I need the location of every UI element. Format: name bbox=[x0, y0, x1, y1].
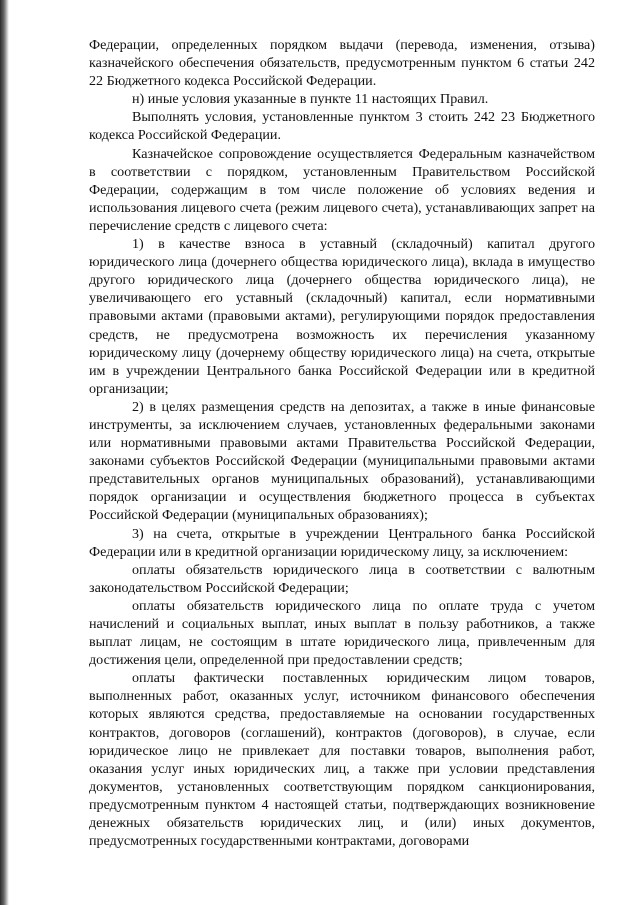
paragraph-treasury-support: Казначейское сопровождение осуществляется Федеральным казначейством в соответствии с порядком, установленным Правительством Российской Федерации, содержащим в том числе положение об условиях ведения и использования лицевого счета (режим лицевого счета), устанавливающих запрет на перечисление средств с лицевого счета: bbox=[89, 145, 595, 234]
paragraph-item-3: 3) на счета, открытые в учреждении Центрального банка Российской Федерации или в кредитной организации юридическому лицу, за исключением: bbox=[89, 525, 595, 560]
paragraph-item-2: 2) в целях размещения средств на депозитах, а также в иные финансовые инструменты, за исключением случаев, установленных федеральными законами или нормативными правовыми актами Правительства Российской Федерации, законами субъектов Российской Федерации (муниципальными правовыми актами представительных органов муниципальных образований), устанавливающими порядок организации и осуществления бюджетного процесса в субъектах Российской Федерации (муниципальных образованиях); bbox=[89, 398, 595, 524]
scan-edge-shadow bbox=[0, 0, 9, 905]
paragraph-exception-salary: оплаты обязательств юридического лица по оплате труда с учетом начислений и социальных выплат, иных выплат в пользу работников, а также выплат лицам, не состоящим в штате юридического лица, привлеченным для достижения цели, определенной при предоставлении средств; bbox=[89, 597, 595, 669]
paragraph-item-1: 1) в качестве взноса в уставный (складочный) капитал другого юридического лица (дочернего общества юридического лица), вклада в имущество другого юридического лица (дочернего общества юридического лица), не увеличивающего его уставный (складочный) капитал, если нормативными правовыми актами (правовыми актами), регулирующими порядок предоставления средств, не предусмотрена возможность их перечисления указанному юридическому лицу (дочернему обществу юридического лица) на счета, открытые им в учреждении Центрального банка Российской Федерации или в кредитной организации; bbox=[89, 236, 595, 397]
paragraph-exception-goods: оплаты фактически поставленных юридическим лицом товаров, выполненных работ, оказанных услуг, источником финансового обеспечения которых являются средства, предоставляемые на основании государственных контрактов, договоров (соглашений), контрактов (договоров), в случае, если юридическое лицо не привлекает для поставки товаров, выполнения работ, оказания услуг иных юридических лиц, а также при условии представления документов, установленных соответствующим порядком санкционирования, предусмотренным пунктом 4 настоящей статьи, подтверждающих возникновение денежных обязательств юридических лиц, и (или) иных документов, предусмотренных государственными контрактами, договорами bbox=[89, 670, 595, 850]
document-page bbox=[89, 36, 595, 850]
paragraph-continuation: Федерации, определенных порядком выдачи (перевода, изменения, отзыва) казначейского обеспечения обязательств, предусмотренным пунктом 6 статьи 242 22 Бюджетного кодекса Российской Федерации. bbox=[89, 37, 595, 90]
paragraph-exception-currency: оплаты обязательств юридического лица в соответствии с валютным законодательством Российской Федерации; bbox=[89, 561, 595, 596]
paragraph-conditions: Выполнять условия, установленные пунктом 3 стоить 242 23 Бюджетного кодекса Российской Федерации. bbox=[89, 109, 595, 144]
paragraph-item-n: н) иные условия указанные в пункте 11 настоящих Правил. bbox=[132, 91, 489, 108]
